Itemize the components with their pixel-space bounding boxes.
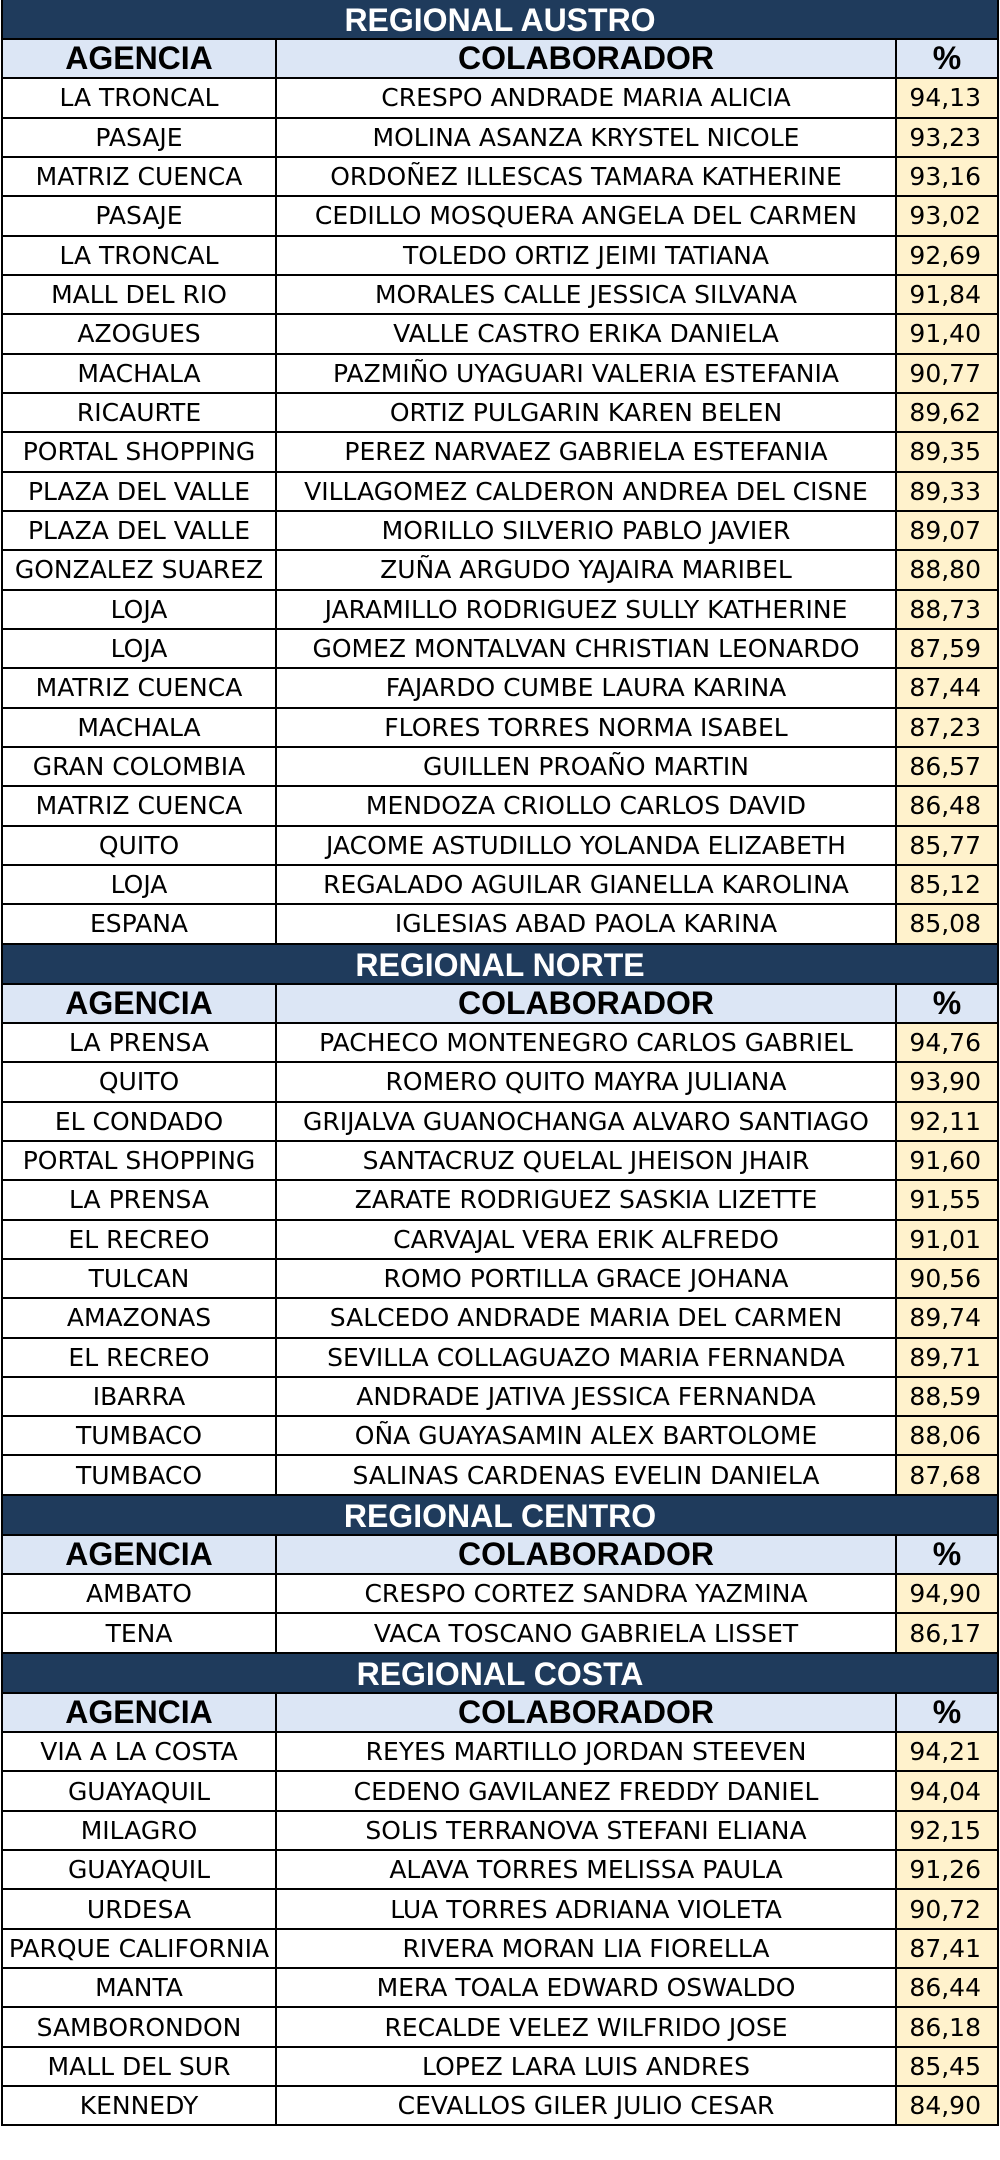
percent-cell: 90,56 (897, 1260, 997, 1297)
collaborator-cell: LUA TORRES ADRIANA VIOLETA (277, 1890, 897, 1927)
percent-cell: 86,18 (897, 2008, 997, 2045)
percent-cell: 93,02 (897, 197, 997, 234)
percent-cell: 91,40 (897, 315, 997, 352)
table-row (3, 394, 997, 433)
table-row (3, 2048, 997, 2087)
collaborator-cell: ZUÑA ARGUDO YAJAIRA MARIBEL (277, 551, 897, 588)
region-section (3, 945, 997, 1496)
agency-cell: LOJA (3, 866, 277, 903)
collaborator-cell: ANDRADE JATIVA JESSICA FERNANDA (277, 1378, 897, 1415)
percent-cell: 85,77 (897, 827, 997, 864)
percent-cell: 91,55 (897, 1181, 997, 1218)
percent-cell: 89,71 (897, 1339, 997, 1376)
agency-cell: ESPANA (3, 905, 277, 942)
agency-cell: LOJA (3, 630, 277, 667)
table-header-row (3, 1694, 997, 1733)
collaborator-cell: ZARATE RODRIGUEZ SASKIA LIZETTE (277, 1181, 897, 1218)
agency-cell: MATRIZ CUENCA (3, 787, 277, 824)
agency-cell: PLAZA DEL VALLE (3, 473, 277, 510)
table-row (3, 1299, 997, 1338)
header-percent: % (932, 1693, 962, 1730)
table-header-row (3, 40, 997, 79)
table-row (3, 1181, 997, 1220)
percent-cell: 93,90 (897, 1063, 997, 1100)
agency-cell: PARQUE CALIFORNIA (3, 1930, 277, 1967)
collaborator-cell: OÑA GUAYASAMIN ALEX BARTOLOME (277, 1417, 897, 1454)
agency-cell: MILAGRO (3, 1812, 277, 1849)
header-colaborador: COLABORADOR (277, 1536, 897, 1573)
agency-cell: PLAZA DEL VALLE (3, 512, 277, 549)
collaborator-cell: CARVAJAL VERA ERIK ALFREDO (277, 1221, 897, 1258)
table-header-row (3, 1536, 997, 1575)
agency-cell: AZOGUES (3, 315, 277, 352)
table-row (3, 1378, 997, 1417)
table-row (3, 2087, 997, 2126)
collaborator-cell: MERA TOALA EDWARD OSWALDO (277, 1969, 897, 2006)
collaborator-cell: CEDENO GAVILANEZ FREDDY DANIEL (277, 1772, 897, 1809)
percent-cell: 91,01 (897, 1221, 997, 1258)
agency-cell: SAMBORONDON (3, 2008, 277, 2045)
agency-cell: LA TRONCAL (3, 237, 277, 274)
percent-cell: 92,69 (897, 237, 997, 274)
table-row (3, 1930, 997, 1969)
region-section (3, 1654, 997, 2127)
table-row (3, 158, 997, 197)
agency-cell: PORTAL SHOPPING (3, 1142, 277, 1179)
table-row (3, 551, 997, 590)
table-row (3, 866, 997, 905)
collaborator-cell: SEVILLA COLLAGUAZO MARIA FERNANDA (277, 1339, 897, 1376)
table-row (3, 591, 997, 630)
collaborator-cell: MORALES CALLE JESSICA SILVANA (277, 276, 897, 313)
percent-cell: 87,59 (897, 630, 997, 667)
collaborator-cell: CRESPO ANDRADE MARIA ALICIA (277, 79, 897, 116)
table-row (3, 787, 997, 826)
agency-cell: KENNEDY (3, 2087, 277, 2124)
percent-cell: 88,06 (897, 1417, 997, 1454)
table-row (3, 1575, 997, 1614)
percent-cell: 94,13 (897, 79, 997, 116)
region-section (3, 1496, 997, 1654)
percent-cell: 85,08 (897, 905, 997, 942)
agency-cell: PASAJE (3, 197, 277, 234)
agency-cell: GRAN COLOMBIA (3, 748, 277, 785)
agency-cell: MATRIZ CUENCA (3, 669, 277, 706)
percent-cell: 94,21 (897, 1733, 997, 1770)
header-percent: % (932, 40, 962, 77)
region-title: REGIONAL CENTRO (3, 1496, 997, 1536)
agency-cell: GUAYAQUIL (3, 1772, 277, 1809)
collaborator-cell: JACOME ASTUDILLO YOLANDA ELIZABETH (277, 827, 897, 864)
agency-cell: EL RECREO (3, 1221, 277, 1258)
table-row (3, 473, 997, 512)
collaborator-cell: SANTACRUZ QUELAL JHEISON JHAIR (277, 1142, 897, 1179)
percent-cell: 92,15 (897, 1812, 997, 1849)
table-row (3, 1772, 997, 1811)
table-row (3, 748, 997, 787)
ranking-sheet (1, 0, 999, 2126)
percent-cell: 88,80 (897, 551, 997, 588)
table-row (3, 1339, 997, 1378)
percent-cell: 89,74 (897, 1299, 997, 1336)
collaborator-cell: VALLE CASTRO ERIKA DANIELA (277, 315, 897, 352)
collaborator-cell: SALCEDO ANDRADE MARIA DEL CARMEN (277, 1299, 897, 1336)
percent-cell: 87,23 (897, 709, 997, 746)
agency-cell: URDESA (3, 1890, 277, 1927)
table-row (3, 433, 997, 472)
percent-cell: 90,72 (897, 1890, 997, 1927)
percent-cell: 86,57 (897, 748, 997, 785)
percent-cell: 89,62 (897, 394, 997, 431)
collaborator-cell: MOLINA ASANZA KRYSTEL NICOLE (277, 119, 897, 156)
table-row (3, 1063, 997, 1102)
agency-cell: GUAYAQUIL (3, 1851, 277, 1888)
agency-cell: TENA (3, 1614, 277, 1651)
agency-cell: EL RECREO (3, 1339, 277, 1376)
table-row (3, 1812, 997, 1851)
table-row (3, 709, 997, 748)
collaborator-cell: PACHECO MONTENEGRO CARLOS GABRIEL (277, 1024, 897, 1061)
table-row (3, 79, 997, 118)
header-percent: % (932, 1535, 962, 1572)
table-row (3, 1103, 997, 1142)
collaborator-cell: GUILLEN PROAÑO MARTIN (277, 748, 897, 785)
percent-cell: 88,73 (897, 591, 997, 628)
agency-cell: MANTA (3, 1969, 277, 2006)
table-row (3, 315, 997, 354)
collaborator-cell: ROMO PORTILLA GRACE JOHANA (277, 1260, 897, 1297)
agency-cell: MACHALA (3, 355, 277, 392)
percent-cell: 93,16 (897, 158, 997, 195)
agency-cell: MATRIZ CUENCA (3, 158, 277, 195)
agency-cell: MACHALA (3, 709, 277, 746)
collaborator-cell: FAJARDO CUMBE LAURA KARINA (277, 669, 897, 706)
percent-cell: 86,17 (897, 1614, 997, 1651)
collaborator-cell: MENDOZA CRIOLLO CARLOS DAVID (277, 787, 897, 824)
table-row (3, 512, 997, 551)
collaborator-cell: CEVALLOS GILER JULIO CESAR (277, 2087, 897, 2124)
percent-cell: 86,44 (897, 1969, 997, 2006)
collaborator-cell: SALINAS CARDENAS EVELIN DANIELA (277, 1456, 897, 1493)
percent-cell: 91,26 (897, 1851, 997, 1888)
table-row (3, 1851, 997, 1890)
table-row (3, 119, 997, 158)
percent-cell: 91,84 (897, 276, 997, 313)
table-row (3, 355, 997, 394)
percent-cell: 93,23 (897, 119, 997, 156)
region-section (3, 0, 997, 945)
agency-cell: LOJA (3, 591, 277, 628)
collaborator-cell: JARAMILLO RODRIGUEZ SULLY KATHERINE (277, 591, 897, 628)
collaborator-cell: RIVERA MORAN LIA FIORELLA (277, 1930, 897, 1967)
agency-cell: LA PRENSA (3, 1181, 277, 1218)
agency-cell: EL CONDADO (3, 1103, 277, 1140)
agency-cell: TULCAN (3, 1260, 277, 1297)
collaborator-cell: ORDOÑEZ ILLESCAS TAMARA KATHERINE (277, 158, 897, 195)
agency-cell: MALL DEL RIO (3, 276, 277, 313)
table-row (3, 630, 997, 669)
collaborator-cell: RECALDE VELEZ WILFRIDO JOSE (277, 2008, 897, 2045)
collaborator-cell: PEREZ NARVAEZ GABRIELA ESTEFANIA (277, 433, 897, 470)
agency-cell: PORTAL SHOPPING (3, 433, 277, 470)
table-row (3, 197, 997, 236)
collaborator-cell: LOPEZ LARA LUIS ANDRES (277, 2048, 897, 2085)
percent-cell: 89,33 (897, 473, 997, 510)
header-colaborador: COLABORADOR (277, 1694, 897, 1731)
percent-cell: 87,44 (897, 669, 997, 706)
agency-cell: LA PRENSA (3, 1024, 277, 1061)
collaborator-cell: TOLEDO ORTIZ JEIMI TATIANA (277, 237, 897, 274)
region-title: REGIONAL COSTA (3, 1654, 997, 1694)
collaborator-cell: VACA TOSCANO GABRIELA LISSET (277, 1614, 897, 1651)
agency-cell: LA TRONCAL (3, 79, 277, 116)
collaborator-cell: CEDILLO MOSQUERA ANGELA DEL CARMEN (277, 197, 897, 234)
agency-cell: MALL DEL SUR (3, 2048, 277, 2085)
collaborator-cell: SOLIS TERRANOVA STEFANI ELIANA (277, 1812, 897, 1849)
header-colaborador: COLABORADOR (277, 40, 897, 77)
table-row (3, 905, 997, 944)
header-percent: % (932, 984, 962, 1021)
agency-cell: IBARRA (3, 1378, 277, 1415)
agency-cell: TUMBACO (3, 1456, 277, 1493)
agency-cell: TUMBACO (3, 1417, 277, 1454)
agency-cell: QUITO (3, 1063, 277, 1100)
table-row (3, 1260, 997, 1299)
table-row (3, 1142, 997, 1181)
percent-cell: 94,76 (897, 1024, 997, 1061)
collaborator-cell: GOMEZ MONTALVAN CHRISTIAN LEONARDO (277, 630, 897, 667)
table-row (3, 276, 997, 315)
collaborator-cell: REYES MARTILLO JORDAN STEEVEN (277, 1733, 897, 1770)
percent-cell: 94,90 (897, 1575, 997, 1612)
table-row (3, 1890, 997, 1929)
header-agencia: AGENCIA (3, 985, 277, 1022)
agency-cell: AMBATO (3, 1575, 277, 1612)
percent-cell: 90,77 (897, 355, 997, 392)
collaborator-cell: ALAVA TORRES MELISSA PAULA (277, 1851, 897, 1888)
agency-cell: AMAZONAS (3, 1299, 277, 1336)
region-title: REGIONAL NORTE (3, 945, 997, 985)
table-row (3, 1733, 997, 1772)
percent-cell: 84,90 (897, 2087, 997, 2124)
collaborator-cell: IGLESIAS ABAD PAOLA KARINA (277, 905, 897, 942)
collaborator-cell: REGALADO AGUILAR GIANELLA KAROLINA (277, 866, 897, 903)
table-row (3, 2008, 997, 2047)
table-row (3, 237, 997, 276)
table-row (3, 1417, 997, 1456)
collaborator-cell: MORILLO SILVERIO PABLO JAVIER (277, 512, 897, 549)
table-row (3, 1456, 997, 1495)
percent-cell: 94,04 (897, 1772, 997, 1809)
collaborator-cell: CRESPO CORTEZ SANDRA YAZMINA (277, 1575, 897, 1612)
percent-cell: 87,68 (897, 1456, 997, 1493)
collaborator-cell: ORTIZ PULGARIN KAREN BELEN (277, 394, 897, 431)
percent-cell: 86,48 (897, 787, 997, 824)
percent-cell: 87,41 (897, 1930, 997, 1967)
percent-cell: 88,59 (897, 1378, 997, 1415)
header-agencia: AGENCIA (3, 40, 277, 77)
agency-cell: GONZALEZ SUAREZ (3, 551, 277, 588)
percent-cell: 91,60 (897, 1142, 997, 1179)
header-colaborador: COLABORADOR (277, 985, 897, 1022)
table-row (3, 1969, 997, 2008)
region-title: REGIONAL AUSTRO (3, 0, 997, 40)
table-row (3, 827, 997, 866)
collaborator-cell: GRIJALVA GUANOCHANGA ALVARO SANTIAGO (277, 1103, 897, 1140)
header-agencia: AGENCIA (3, 1536, 277, 1573)
agency-cell: PASAJE (3, 119, 277, 156)
table-row (3, 1221, 997, 1260)
agency-cell: VIA A LA COSTA (3, 1733, 277, 1770)
header-agencia: AGENCIA (3, 1694, 277, 1731)
percent-cell: 89,07 (897, 512, 997, 549)
table-row (3, 1024, 997, 1063)
agency-cell: RICAURTE (3, 394, 277, 431)
collaborator-cell: ROMERO QUITO MAYRA JULIANA (277, 1063, 897, 1100)
percent-cell: 92,11 (897, 1103, 997, 1140)
table-header-row (3, 985, 997, 1024)
collaborator-cell: PAZMIÑO UYAGUARI VALERIA ESTEFANIA (277, 355, 897, 392)
percent-cell: 85,12 (897, 866, 997, 903)
collaborator-cell: VILLAGOMEZ CALDERON ANDREA DEL CISNE (277, 473, 897, 510)
table-row (3, 669, 997, 708)
table-row (3, 1614, 997, 1653)
collaborator-cell: FLORES TORRES NORMA ISABEL (277, 709, 897, 746)
agency-cell: QUITO (3, 827, 277, 864)
percent-cell: 89,35 (897, 433, 997, 470)
percent-cell: 85,45 (897, 2048, 997, 2085)
